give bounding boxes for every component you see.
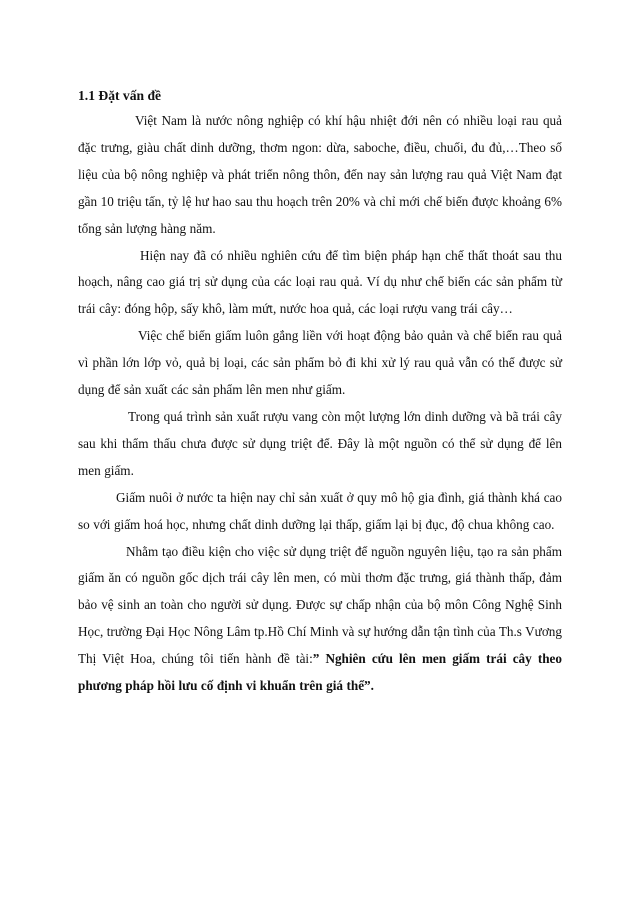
paragraph-4: Trong quá trình sản xuất rượu vang còn một lượng lớn dinh dưỡng và bã trái cây sau khi thẩm thấu chưa được sử dụng triệt để. Đây là một nguồn có thể sử dụng để lên men giấm. — [78, 408, 562, 478]
document-page — [78, 86, 562, 700]
paragraph-6-text: Nhằm tạo điều kiện cho việc sử dụng triệt để nguồn nguyên liệu, tạo ra sản phẩm giấm ăn có nguồn gốc dịch trái cây lên men, có mùi thơm đặc trưng, giá thành thấp, đảm bảo vệ sinh an toàn cho người sử dụng. Được sự chấp nhận của bộ môn Công Nghệ Sinh Học, trường Đại Học Nông Lâm tp.Hồ Chí Minh và sự hướng dẫn tận tình của Th.s Vương Thị Việt Hoa, chúng tôi tiến hành đề tài: — [78, 543, 562, 667]
paragraph-6 — [78, 539, 562, 700]
paragraph-3: Việc chế biến giấm luôn gắng liền với hoạt động bảo quản và chế biến rau quả vì phần lớn lớp vỏ, quả bị loại, các sản phẩm bỏ đi khi xử lý rau quả vẫn có thể được sử dụng để sản xuất các sản phẩm lên men như giấm. — [78, 328, 562, 398]
paragraph-1: Việt Nam là nước nông nghiệp có khí hậu nhiệt đới nên có nhiều loại rau quả đặc trưng, giàu chất dinh dưỡng, thơm ngon: dừa, saboche, điều, chuối, đu đủ,…Theo số liệu của bộ nông nghiệp và phát triển nông thôn, đến nay sản lượng rau quả Việt Nam đạt gần 10 triệu tấn, tỷ lệ hư hao sau thu hoạch trên 20% và chỉ mới chế biến được khoảng 6% tổng sản lượng hàng năm. — [78, 113, 562, 236]
thesis-title: ” Nghiên cứu lên men giấm trái cây theo phương pháp hồi lưu cố định vi khuẩn trên giá thể”. — [78, 651, 562, 694]
paragraph-5: Giấm nuôi ở nước ta hiện nay chỉ sản xuất ở quy mô hộ gia đình, giá thành khá cao so với giấm hoá học, nhưng chất dinh dưỡng lại thấp, giấm lại bị đục, độ chua không cao. — [78, 489, 562, 532]
section-heading: 1.1 Đặt vấn đề — [78, 88, 162, 103]
paragraph-2: Hiện nay đã có nhiều nghiên cứu để tìm biện pháp hạn chế thất thoát sau thu hoạch, nâng cao giá trị sử dụng của các loại rau quả. Ví dụ như chế biến các sản phẩm từ trái cây: đóng hộp, sấy khô, làm mứt, nước hoa quả, các loại rượu vang trái cây… — [78, 247, 562, 317]
